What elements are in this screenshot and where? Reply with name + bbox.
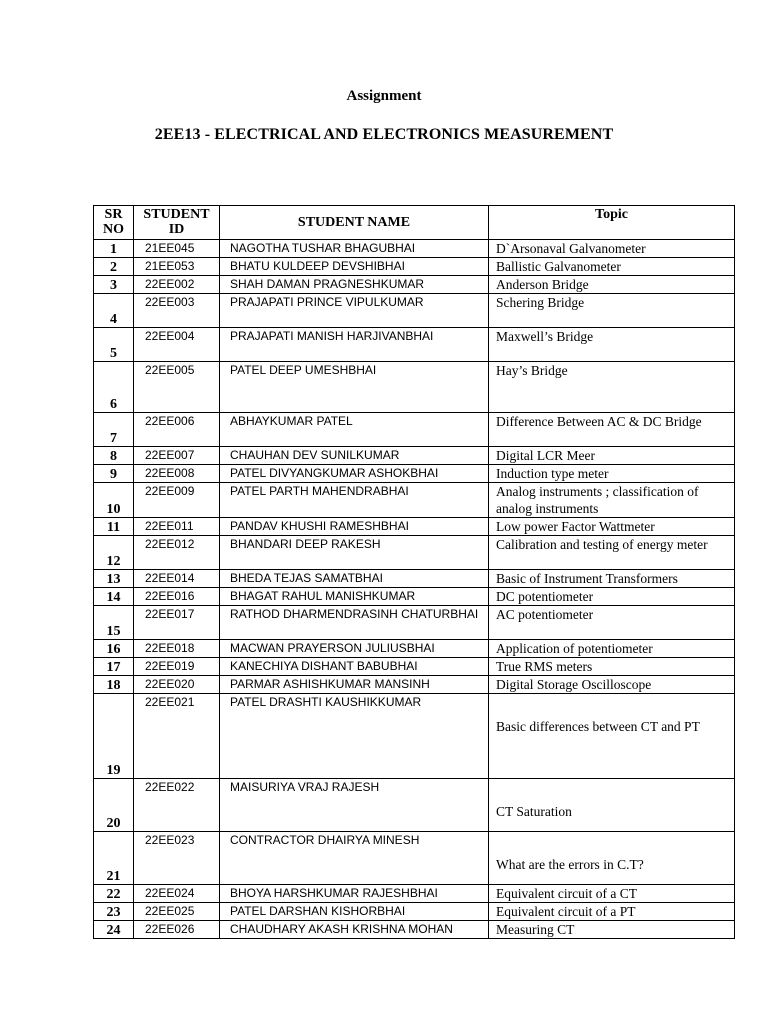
- student-name-cell: PATEL DEEP UMESHBHAI: [220, 362, 489, 413]
- topic-cell: True RMS meters: [489, 658, 735, 676]
- student-id-cell: 22EE017: [134, 606, 220, 640]
- table-row: [94, 328, 735, 362]
- student-id-cell: 22EE024: [134, 885, 220, 903]
- sr-header-line1: SR: [104, 207, 123, 222]
- student-name-cell: PANDAV KHUSHI RAMESHBHAI: [220, 518, 489, 536]
- column-header-student-name: STUDENT NAME: [220, 206, 489, 240]
- student-name-cell: PRAJAPATI PRINCE VIPULKUMAR: [220, 294, 489, 328]
- topic-cell: Measuring CT: [489, 921, 735, 939]
- student-name-cell: BHANDARI DEEP RAKESH: [220, 536, 489, 570]
- student-name-cell: PATEL DARSHAN KISHORBHAI: [220, 903, 489, 921]
- student-id-cell: 22EE002: [134, 276, 220, 294]
- table-row: [94, 921, 735, 939]
- topic-cell: Basic differences between CT and PT: [489, 694, 735, 779]
- sr-no-cell: 3: [94, 276, 134, 294]
- table-row: [94, 447, 735, 465]
- id-header-line1: STUDENT: [143, 207, 210, 222]
- sr-no-cell: 4: [94, 294, 134, 328]
- table-row: [94, 570, 735, 588]
- table-row: [94, 240, 735, 258]
- student-name-cell: SHAH DAMAN PRAGNESHKUMAR: [220, 276, 489, 294]
- student-name-cell: BHEDA TEJAS SAMATBHAI: [220, 570, 489, 588]
- student-id-cell: 22EE003: [134, 294, 220, 328]
- sr-no-cell: 20: [94, 779, 134, 832]
- student-id-cell: 22EE025: [134, 903, 220, 921]
- student-id-cell: 22EE008: [134, 465, 220, 483]
- table-row: [94, 779, 735, 832]
- topic-cell: Application of potentiometer: [489, 640, 735, 658]
- topic-cell: Hay’s Bridge: [489, 362, 735, 413]
- topic-cell: Digital Storage Oscilloscope: [489, 676, 735, 694]
- topic-cell: CT Saturation: [489, 779, 735, 832]
- topic-cell: Difference Between AC & DC Bridge: [489, 413, 735, 447]
- table-row: [94, 676, 735, 694]
- student-id-cell: 21EE045: [134, 240, 220, 258]
- sr-no-cell: 7: [94, 413, 134, 447]
- table-row: [94, 536, 735, 570]
- topic-cell: D`Arsonaval Galvanometer: [489, 240, 735, 258]
- column-header-sr-no: [94, 206, 134, 240]
- table-header-row: [94, 206, 735, 240]
- table-row: [94, 258, 735, 276]
- table-row: [94, 903, 735, 921]
- student-id-cell: 22EE004: [134, 328, 220, 362]
- sr-no-cell: 22: [94, 885, 134, 903]
- topic-cell: Ballistic Galvanometer: [489, 258, 735, 276]
- student-id-cell: 22EE012: [134, 536, 220, 570]
- table-row: [94, 465, 735, 483]
- assignment-table: [93, 205, 735, 939]
- sr-no-cell: 16: [94, 640, 134, 658]
- course-title: 2EE13 - ELECTRICAL AND ELECTRONICS MEASUREMENT: [154, 126, 614, 143]
- topic-cell: DC potentiometer: [489, 588, 735, 606]
- sr-no-cell: 19: [94, 694, 134, 779]
- sr-no-cell: 11: [94, 518, 134, 536]
- table-row: [94, 832, 735, 885]
- topic-cell: Maxwell’s Bridge: [489, 328, 735, 362]
- sr-no-cell: 12: [94, 536, 134, 570]
- sr-no-cell: 9: [94, 465, 134, 483]
- sr-no-cell: 8: [94, 447, 134, 465]
- student-name-cell: PATEL DIVYANGKUMAR ASHOKBHAI: [220, 465, 489, 483]
- topic-cell: Digital LCR Meer: [489, 447, 735, 465]
- student-name-cell: CHAUDHARY AKASH KRISHNA MOHAN: [220, 921, 489, 939]
- sr-no-cell: 18: [94, 676, 134, 694]
- student-name-cell: PATEL PARTH MAHENDRABHAI: [220, 483, 489, 518]
- student-id-cell: 22EE018: [134, 640, 220, 658]
- student-id-cell: 22EE005: [134, 362, 220, 413]
- column-header-student-id: [134, 206, 220, 240]
- topic-cell: AC potentiometer: [489, 606, 735, 640]
- table-row: [94, 483, 735, 518]
- document-heading: Assignment: [346, 88, 422, 104]
- topic-cell: Basic of Instrument Transformers: [489, 570, 735, 588]
- id-header-line2: ID: [168, 222, 185, 237]
- table-row: [94, 694, 735, 779]
- sr-no-cell: 6: [94, 362, 134, 413]
- student-id-cell: 22EE023: [134, 832, 220, 885]
- student-name-cell: PRAJAPATI MANISH HARJIVANBHAI: [220, 328, 489, 362]
- table-row: [94, 658, 735, 676]
- topic-cell: Anderson Bridge: [489, 276, 735, 294]
- student-name-cell: NAGOTHA TUSHAR BHAGUBHAI: [220, 240, 489, 258]
- student-id-cell: 22EE019: [134, 658, 220, 676]
- student-name-cell: KANECHIYA DISHANT BABUBHAI: [220, 658, 489, 676]
- student-id-cell: 22EE022: [134, 779, 220, 832]
- sr-no-cell: 2: [94, 258, 134, 276]
- table-row: [94, 294, 735, 328]
- student-name-cell: ABHAYKUMAR PATEL: [220, 413, 489, 447]
- sr-no-cell: 13: [94, 570, 134, 588]
- student-name-cell: PATEL DRASHTI KAUSHIKKUMAR: [220, 694, 489, 779]
- student-id-cell: 22EE009: [134, 483, 220, 518]
- student-id-cell: 22EE014: [134, 570, 220, 588]
- student-name-cell: RATHOD DHARMENDRASINH CHATURBHAI: [220, 606, 489, 640]
- topic-cell: Analog instruments ; classification of analog instruments: [489, 483, 735, 518]
- student-id-cell: 22EE006: [134, 413, 220, 447]
- student-name-cell: PARMAR ASHISHKUMAR MANSINH: [220, 676, 489, 694]
- sr-no-cell: 15: [94, 606, 134, 640]
- student-name-cell: CONTRACTOR DHAIRYA MINESH: [220, 832, 489, 885]
- student-name-cell: BHATU KULDEEP DEVSHIBHAI: [220, 258, 489, 276]
- sr-no-cell: 17: [94, 658, 134, 676]
- sr-no-cell: 23: [94, 903, 134, 921]
- topic-cell: Calibration and testing of energy meter: [489, 536, 735, 570]
- table-row: [94, 588, 735, 606]
- table-row: [94, 413, 735, 447]
- sr-no-cell: 5: [94, 328, 134, 362]
- sr-no-cell: 24: [94, 921, 134, 939]
- student-name-cell: BHOYA HARSHKUMAR RAJESHBHAI: [220, 885, 489, 903]
- table-row: [94, 276, 735, 294]
- sr-header-line2: NO: [103, 222, 124, 237]
- topic-cell: Low power Factor Wattmeter: [489, 518, 735, 536]
- student-id-cell: 22EE011: [134, 518, 220, 536]
- student-id-cell: 22EE016: [134, 588, 220, 606]
- table-row: [94, 640, 735, 658]
- sr-no-cell: 1: [94, 240, 134, 258]
- sr-no-cell: 14: [94, 588, 134, 606]
- topic-cell: Schering Bridge: [489, 294, 735, 328]
- table-row: [94, 362, 735, 413]
- topic-cell: Equivalent circuit of a CT: [489, 885, 735, 903]
- topic-cell: Equivalent circuit of a PT: [489, 903, 735, 921]
- table-row: [94, 606, 735, 640]
- student-id-cell: 22EE020: [134, 676, 220, 694]
- sr-no-cell: 21: [94, 832, 134, 885]
- student-name-cell: CHAUHAN DEV SUNILKUMAR: [220, 447, 489, 465]
- table-row: [94, 518, 735, 536]
- student-id-cell: 22EE026: [134, 921, 220, 939]
- student-id-cell: 22EE007: [134, 447, 220, 465]
- table-row: [94, 885, 735, 903]
- student-id-cell: 22EE021: [134, 694, 220, 779]
- sr-no-cell: 10: [94, 483, 134, 518]
- student-id-cell: 21EE053: [134, 258, 220, 276]
- student-name-cell: MAISURIYA VRAJ RAJESH: [220, 779, 489, 832]
- student-name-cell: MACWAN PRAYERSON JULIUSBHAI: [220, 640, 489, 658]
- topic-cell: What are the errors in C.T?: [489, 832, 735, 885]
- column-header-topic: Topic: [489, 206, 735, 240]
- student-name-cell: BHAGAT RAHUL MANISHKUMAR: [220, 588, 489, 606]
- topic-cell: Induction type meter: [489, 465, 735, 483]
